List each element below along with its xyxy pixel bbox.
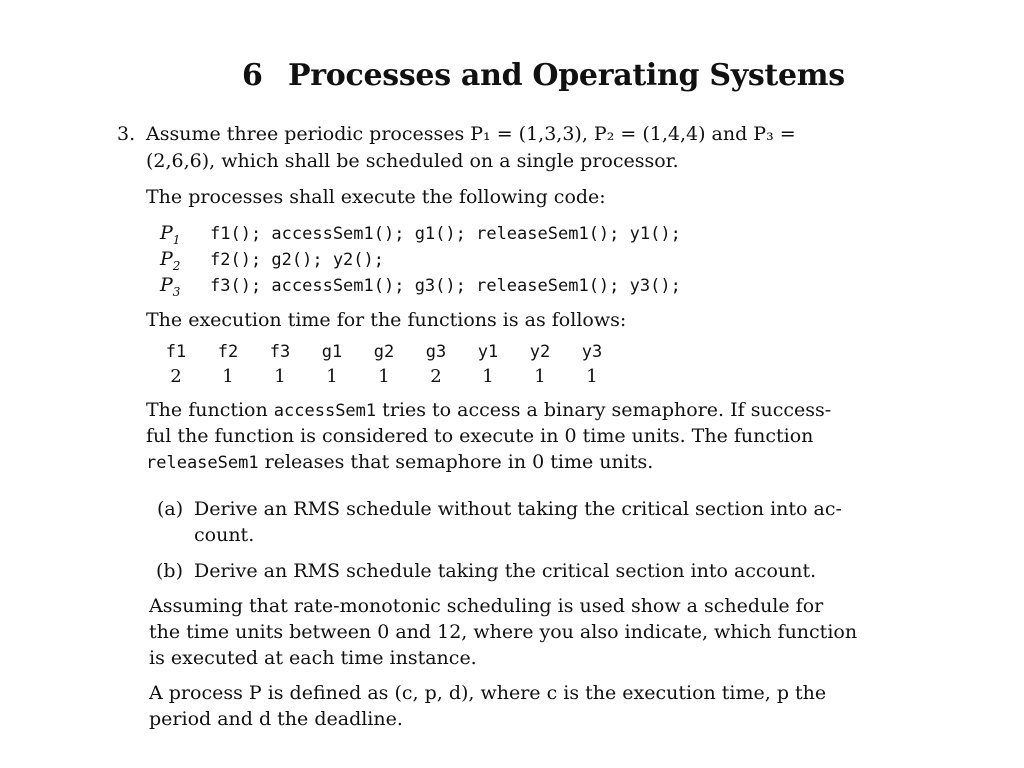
question-number: 3. bbox=[117, 123, 136, 145]
definition-para-line-2: period and d the deadline. bbox=[149, 708, 403, 730]
question-intro-line-1: Assume three periodic processes P₁ = (1,3,3), P₂ = (1,4,4) and P₃ = bbox=[146, 123, 796, 145]
semaphore-para-line-1: The function accessSem1 tries to access a binary semaphore. If success- bbox=[146, 399, 832, 421]
code-intro: The processes shall execute the following code: bbox=[146, 186, 606, 208]
section-title: Processes and Operating Systems bbox=[288, 58, 845, 93]
part-b-label: (b) bbox=[156, 560, 183, 582]
exec-intro: The execution time for the functions is as follows: bbox=[146, 309, 627, 331]
part-a-line-1: Derive an RMS schedule without taking the critical section into ac- bbox=[194, 498, 842, 520]
process-name: $P_3$ bbox=[160, 274, 181, 299]
execution-time-row bbox=[150, 364, 618, 388]
section-heading bbox=[242, 58, 845, 93]
table-cell: 1 bbox=[222, 365, 234, 387]
table-cell: y2 bbox=[529, 342, 551, 362]
table-cell: 2 bbox=[430, 365, 442, 387]
table-cell: g1 bbox=[321, 342, 343, 362]
assume-para-line-2: the time units between 0 and 12, where you also indicate, which function bbox=[149, 621, 858, 643]
table-cell: 1 bbox=[482, 365, 494, 387]
table-cell: f2 bbox=[217, 342, 239, 362]
table-cell: y3 bbox=[581, 342, 603, 362]
part-a-label: (a) bbox=[157, 498, 184, 520]
access-sem-code: accessSem1 bbox=[273, 401, 377, 421]
process-code: f2(); g2(); y2(); bbox=[210, 250, 384, 270]
process-name: $P_1$ bbox=[160, 222, 181, 247]
assume-para-line-1: Assuming that rate-monotonic scheduling is used show a schedule for bbox=[149, 595, 824, 617]
table-cell: 1 bbox=[326, 365, 338, 387]
question-intro-line-2: (2,6,6), which shall be scheduled on a single processor. bbox=[146, 150, 679, 172]
assume-para-line-3: is executed at each time instance. bbox=[149, 647, 477, 669]
table-cell: g2 bbox=[373, 342, 395, 362]
process-name: $P_2$ bbox=[160, 248, 181, 273]
table-cell: y1 bbox=[477, 342, 499, 362]
part-a-line-2: count. bbox=[194, 524, 255, 546]
section-number: 6 bbox=[242, 58, 263, 93]
code-row-p3 bbox=[160, 272, 681, 305]
process-code: f3(); accessSem1(); g3(); releaseSem1(); y3(); bbox=[210, 276, 681, 296]
release-sem-code: releaseSem1 bbox=[146, 453, 259, 473]
table-cell: 1 bbox=[378, 365, 390, 387]
table-cell: f3 bbox=[269, 342, 291, 362]
semaphore-para-line-2: ful the function is considered to execute in 0 time units. The function bbox=[146, 425, 814, 447]
part-b-line-1: Derive an RMS schedule taking the critical section into account. bbox=[194, 560, 817, 582]
table-cell: 1 bbox=[586, 365, 598, 387]
table-cell: 1 bbox=[274, 365, 286, 387]
semaphore-para-line-3: releaseSem1 releases that semaphore in 0 time units. bbox=[146, 451, 654, 473]
function-name-row bbox=[150, 340, 618, 364]
process-code: f1(); accessSem1(); g1(); releaseSem1(); y1(); bbox=[210, 224, 681, 244]
execution-time-table bbox=[150, 340, 618, 388]
table-cell: 1 bbox=[534, 365, 546, 387]
definition-para-line-1: A process P is defined as (c, p, d), where c is the execution time, p the bbox=[149, 682, 827, 704]
table-cell: 2 bbox=[170, 365, 182, 387]
table-cell: g3 bbox=[425, 342, 447, 362]
table-cell: f1 bbox=[165, 342, 187, 362]
